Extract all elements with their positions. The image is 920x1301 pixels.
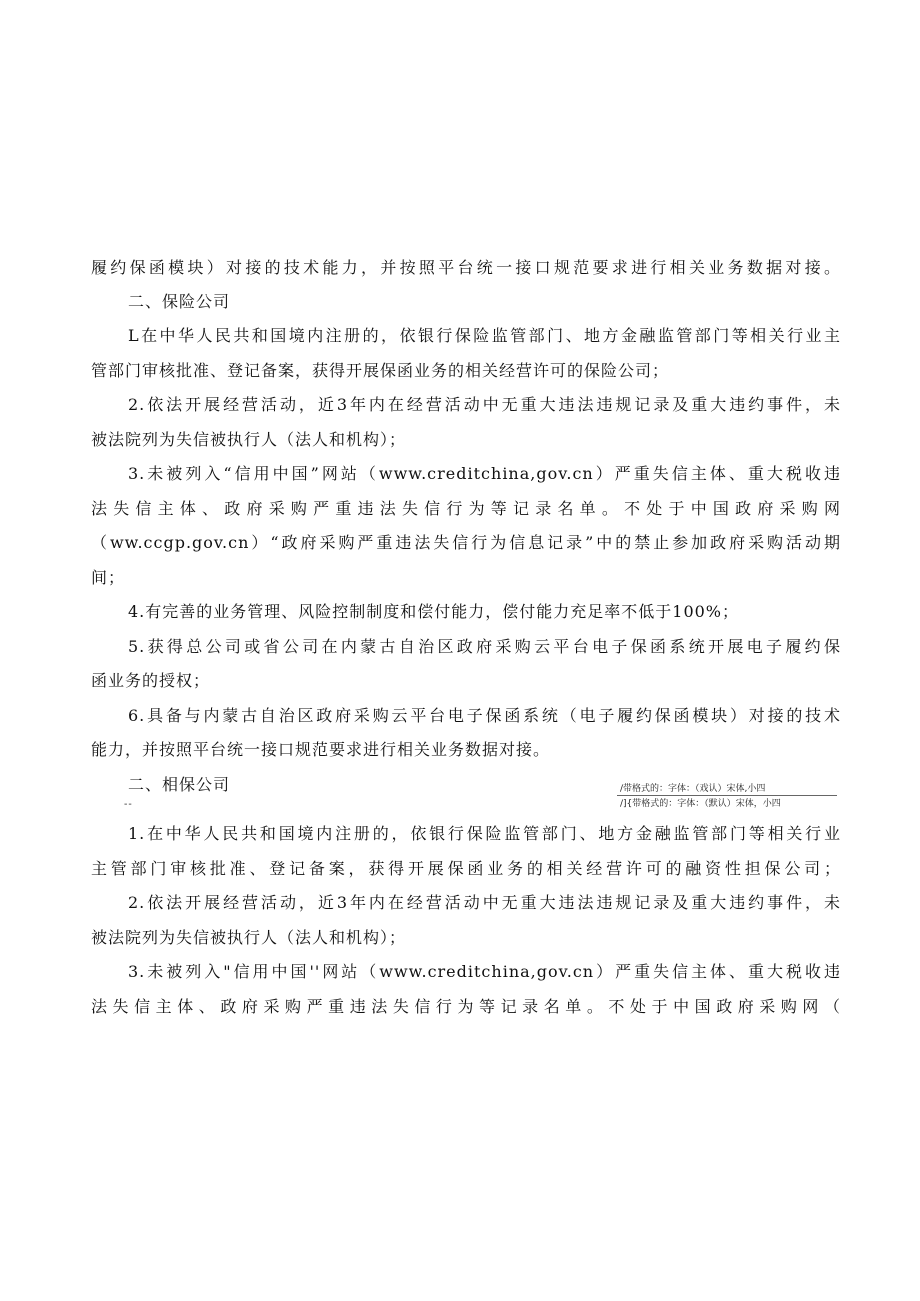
text-line: 3.未被列入"信用中国''网站（www.creditchina,gov.cn）严重失信主体、重大税收违 xyxy=(128,962,841,981)
format-marker: -- xyxy=(124,799,133,810)
text-line: 1.在中华人民共和国境内注册的，依银行保险监管部门、地方金融监管部门等相关行业 xyxy=(128,824,841,843)
section-heading: 二、相保公司 xyxy=(128,775,231,794)
text-line: 6.具备与内蒙古自治区政府采购云平台电子保函系统（电子履约保函模块）对接的技术 xyxy=(128,706,841,725)
text-line: 2.依法开展经营活动，近3年内在经营活动中无重大违法违规记录及重大违约事件，未 xyxy=(128,395,841,414)
format-comment[interactable]: /带格式的：字体：（戏认）宋体,小四 xyxy=(620,784,766,794)
text-line: （ww.ccgp.gov.cn）“政府采购严重违法失信行为信息记录”中的禁止参加政府采购活动期 xyxy=(91,533,841,552)
text-line: 被法院列为失信被执行人（法人和机构）； xyxy=(91,430,407,449)
text-line: 被法院列为失信被执行人（法人和机构）； xyxy=(91,928,407,947)
format-comment[interactable]: /]{带格式的：字体：（默认）宋体，小四 xyxy=(620,799,781,809)
text-line: L在中华人民共和国境内注册的，依银行保险监管部门、地方金融监管部门等相关行业主 xyxy=(128,326,841,345)
text-line: 5.获得总公司或省公司在内蒙古自治区政府采购云平台电子保函系统开展电子履约保 xyxy=(128,637,841,656)
text-line: 法失信主体、政府采购严重违法失信行为等记录名单。不处于中国政府采购网（ xyxy=(91,997,841,1016)
text-line: 间； xyxy=(91,568,126,587)
text-line: 4.有完善的业务管理、风险控制制度和偿付能力，偿付能力充足率不低于100%； xyxy=(128,602,740,621)
text-line: 管部门审核批准、登记备案，获得开展保函业务的相关经营许可的保险公司； xyxy=(91,361,670,380)
text-line: 能力，并按照平台统一接口规范要求进行相关业务数据对接。 xyxy=(91,740,551,759)
text-line: 法失信主体、政府采购严重违法失信行为等记录名单。不处于中国政府采购网 xyxy=(91,499,841,518)
text-line: 3.未被列入“信用中国”网站（www.creditchina,gov.cn）严重失信主体、重大税收违 xyxy=(128,464,841,483)
text-line: 主管部门审核批准、登记备案，获得开展保函业务的相关经营许可的融资性担保公司； xyxy=(91,859,841,878)
text-line: 函业务的授权； xyxy=(91,671,211,690)
comment-divider xyxy=(617,795,837,796)
text-line: 2.依法开展经营活动，近3年内在经营活动中无重大违法违规记录及重大违约事件，未 xyxy=(128,893,841,912)
text-line: 履约保函模块）对接的技术能力，并按照平台统一接口规范要求进行相关业务数据对接。 xyxy=(91,258,841,277)
section-heading: 二、保险公司 xyxy=(128,292,231,311)
